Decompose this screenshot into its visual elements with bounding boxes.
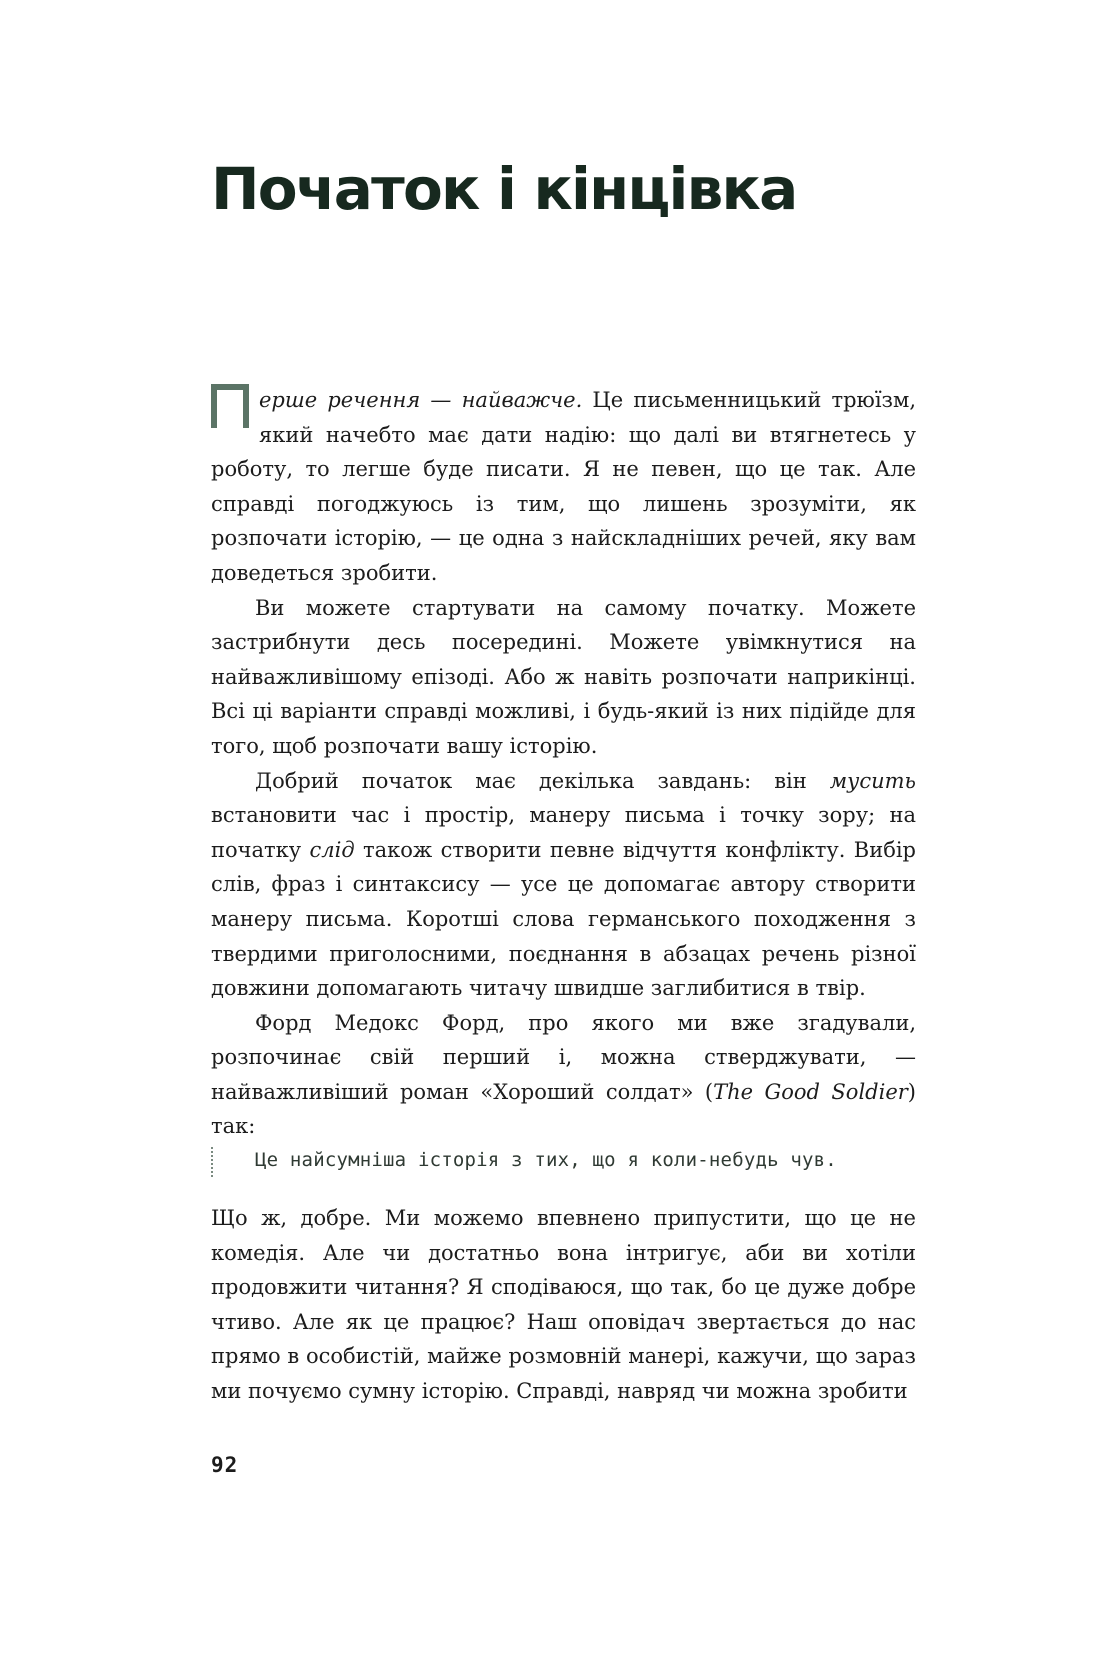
paragraph-4-text-a: Форд Медокс Форд, про якого ми вже згадували, розпочинає свій перший і, можна стверджувати, — найважливіший роман «Хороший солдат» (	[211, 1010, 916, 1104]
paragraph-5: Що ж, добре. Ми можемо впевнено припустити, що це не комедія. Але чи достатньо вона інтригує, аби ви хотіли продовжити читання? Я сподіваюся, що так, бо це дуже добре чтиво. Але як це працює? Наш оповідач звертається до нас прямо в особистій, майже розмовній манері, кажучи, що зараз ми почуємо сумну історію. Справді, навряд чи можна зробити	[211, 1206, 916, 1403]
quote-dotted-rule	[211, 1147, 213, 1177]
dropcap-letter	[211, 384, 249, 428]
paragraph-4	[211, 1006, 916, 1144]
block-quote	[211, 1147, 931, 1177]
paragraph-1-text: Це письменницький трюїзм, який начебто має дати надію: що далі ви втягнетесь у роботу, то легше буде писати. Я не певен, що це так. Але справді погоджуюсь із тим, що лишень зрозуміти, як розпочати історію, — це одна з найскладніших речей, яку вам доведеться зробити.	[211, 388, 916, 585]
paragraph-3-text-b: встановити час і простір, манеру письма і точку зору; на початку	[211, 803, 916, 862]
paragraph-3	[211, 764, 916, 1006]
paragraph-3-text-c: також створити певне відчуття конфлікту. Вибір слів, фраз і синтаксису — усе це допомагає автору створити манеру письма. Коротші слова германського походження з твердими приголосними, поєднання в абзацах речень різної довжини допомагають читачу швидше заглибитися в твір.	[211, 837, 916, 1001]
quote-text: Це найсумніша історія з тих, що я коли-небудь чув.	[255, 1149, 837, 1171]
body-text-lower	[211, 1201, 916, 1409]
page-number: 92	[211, 1453, 239, 1477]
paragraph-3-text-a: Добрий початок має декілька завдань: він	[255, 768, 830, 793]
body-text-upper	[211, 383, 916, 1144]
paragraph-3-italic-b: слід	[309, 837, 355, 862]
chapter-title: Початок і кінцівка	[211, 155, 797, 223]
paragraph-2: Ви можете стартувати на самому початку. Можете застрибнути десь посередині. Можете увімкнутися на найважливішому епізоді. Або ж навіть розпочати наприкінці. Всі ці варіанти справді можливі, і будь-який із них підійде для того, щоб розпочати вашу історію.	[211, 595, 916, 758]
paragraph-4-book-title: The Good Soldier	[713, 1079, 908, 1104]
paragraph-3-italic-a: мусить	[829, 768, 916, 793]
paragraph-1	[211, 383, 916, 591]
paragraph-1-italic-lead: ерше речення — найважче.	[259, 388, 583, 412]
paragraph-4-text-b: ) так:	[211, 1079, 916, 1139]
